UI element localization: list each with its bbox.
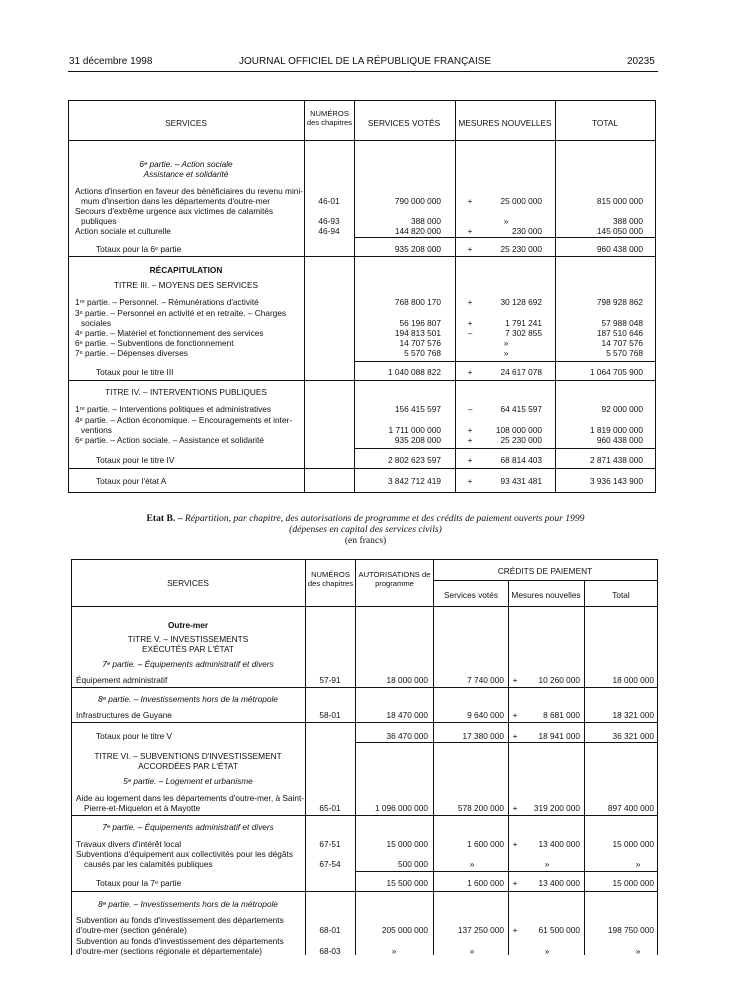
table2-header-credits: CRÉDITS DE PAIEMENT [497,566,593,576]
row-autorisations: 18 000 000 [386,675,428,685]
table1-header-votes: SERVICES VOTÉS [367,118,441,128]
table1-border-left [68,100,69,493]
row-votes: 7 740 000 [467,675,504,685]
totals-sign: + [512,731,518,741]
row-total: 187 510 646 [596,328,643,338]
partie-title: 5ᵉ partie. – Logement et urbanisme [123,776,253,786]
totals-mesures: 13 400 000 [538,878,580,888]
row-chapter: 57-91 [319,675,341,685]
totals-votes: 3 842 712 419 [387,476,441,486]
totals-votes: 2 802 623 597 [387,455,441,465]
table2-header-numeros: NUMÉROS des chapitres [307,570,354,588]
totals-total: 15 000 000 [612,878,654,888]
table2-header-autorisations: AUTORISATIONS de programme [358,570,431,588]
row-total: 5 570 768 [606,348,643,358]
row-chapter: 67-54 [319,859,341,869]
titre3-heading: TITRE III. – MOYENS DES SERVICES [113,280,259,290]
totals-total: 960 438 000 [596,244,643,254]
row-votes: 935 208 000 [394,435,441,445]
row-mesures: 7 302 855 [505,328,542,338]
totals-autorisations: 15 500 000 [386,878,428,888]
partie-title: 8ᵉ partie. – Investissements hors de la métropole [98,694,278,704]
row-autorisations: 18 470 000 [386,710,428,720]
totals-votes: 935 208 000 [394,244,441,254]
row-sign: + [512,675,518,685]
row-mesures: » [503,216,509,226]
partie-title: 7ᵉ partie. – Équipements administratif et divers [102,659,274,669]
totals-rule [354,237,656,238]
row-chapter: 68-01 [319,925,341,935]
row-mesures: 10 260 000 [538,675,580,685]
totals-total: 3 936 143 900 [589,476,643,486]
row-mesures: 108 000 000 [495,425,542,435]
table1-header-total: TOTAL [592,118,618,128]
row-votes: 144 820 000 [394,226,441,236]
row-sign: + [467,425,473,435]
row-total: 815 000 000 [596,196,643,206]
row-votes: 578 200 000 [457,803,504,813]
row-label: Équipement administratif [76,675,168,685]
totals-sign: + [467,244,473,254]
etat-b-title [0,513,731,524]
table1-header-services: SERVICES [165,118,207,128]
row-total: » [635,859,641,869]
row-votes: 5 570 768 [404,348,441,358]
row-mesures: » [544,946,550,956]
row-sign: + [467,318,473,328]
row-mesures: » [544,859,550,869]
row-total: 14 707 576 [601,338,643,348]
row-mesures: » [503,348,509,358]
titre4-heading: TITRE IV. – INTERVENTIONS PUBLIQUES [105,387,267,397]
row-mesures: 61 500 000 [538,925,580,935]
header-journal-title: JOURNAL OFFICIEL DE LA RÉPUBLIQUE FRANÇAISE [239,56,492,67]
row-chapter: 46-94 [318,226,340,236]
row-autorisations: » [391,946,397,956]
row-label: Secours d'extrême urgence aux victimes de calamités [75,206,274,216]
table2-header-mesures: Mesures nouvelles [511,590,581,600]
row-total: 57 988 048 [601,318,643,328]
row-chapter: 46-93 [318,216,340,226]
table2-col-divider [508,580,509,955]
totals-mesures: 93 431 481 [500,476,542,486]
row-label: Action sociale et culturelle [75,226,171,236]
table2-col-divider [433,559,434,955]
totals-label: Totaux pour le titre IV [96,455,175,465]
titre5-heading: EXÉCUTÉS PAR L'ÉTAT [142,644,234,654]
section-title: 6ᵉ partie. – Action sociale [139,159,233,169]
totals-sign: + [467,476,473,486]
table2-border-right [657,559,658,955]
totals-label: Totaux pour le titre V [96,731,173,741]
row-mesures: 25 000 000 [500,196,542,206]
row-sign: + [512,803,518,813]
section-rule [71,722,658,723]
row-mesures: 1 791 241 [505,318,542,328]
table2-credits-rule [433,580,658,581]
row-votes: 9 640 000 [467,710,504,720]
totals-rule [355,871,658,872]
row-label: Actions d'insertion en faveur des bénéficiaires du revenu mini- [75,186,304,196]
row-votes: 1 600 000 [467,839,504,849]
row-label: d'outre-mer (section générale) [76,925,187,935]
row-votes: » [469,859,475,869]
row-label: Subvention au fonds d'investissement des départements [76,936,284,946]
header-rule [68,71,658,72]
partie-title: 7ᵉ partie. – Équipements administratif et divers [102,822,274,832]
row-label: Subventions d'équipement aux collectivités pour les dégâts [76,849,293,859]
row-total: 198 750 000 [607,925,654,935]
row-total: 145 050 000 [596,226,643,236]
row-total: 18 000 000 [612,675,654,685]
section-rule [71,815,658,816]
row-sign: + [467,196,473,206]
row-label: 1ʳᵉ partie. – Personnel. – Rémunérations d'activité [75,297,259,307]
totals-total: 36 321 000 [612,731,654,741]
table2-col-divider [355,559,356,955]
totals-label: Totaux pour la 6ᵉ partie [96,244,182,254]
totals-sign: + [512,878,518,888]
row-label: mum d'insertion dans les départements d'outre-mer [81,196,271,206]
totals-votes: 17 380 000 [462,731,504,741]
totals-total: 2 871 438 000 [589,455,643,465]
row-label: 4ᵉ partie. – Matériel et fonctionnement des services [75,328,264,338]
row-votes: 137 250 000 [457,925,504,935]
section-rule [68,468,656,469]
row-label: 4ᵉ partie. – Action économique. – Encouragements et inter- [75,415,293,425]
row-total: 388 000 [613,216,643,226]
row-sign: + [467,297,473,307]
row-chapter: 65-01 [319,803,341,813]
totals-mesures: 25 230 000 [500,244,542,254]
titre6-heading: TITRE VI. – SUBVENTIONS D'INVESTISSEMENT [94,751,282,761]
table1-border-bottom [68,492,656,493]
row-total: 960 438 000 [596,435,643,445]
row-total: 15 000 000 [612,839,654,849]
row-label: Travaux divers d'intérêt local [76,839,182,849]
table1-col-divider [354,100,355,493]
row-label: 7ᵉ partie. – Dépenses diverses [75,348,188,358]
totals-mesures: 24 617 078 [500,367,542,377]
row-chapter: 67-51 [319,839,341,849]
table2-col-divider [305,559,306,955]
row-label: Subvention au fonds d'investissement des départements [76,915,284,925]
row-label: sociales [81,318,111,328]
table2-header-votes: Services votés [444,590,498,600]
row-label: Aide au logement dans les départements d'outre-mer, à Saint- [76,793,305,803]
row-mesures: 64 415 597 [500,404,542,414]
row-chapter: 46-01 [318,196,340,206]
row-mesures: 8 681 000 [543,710,580,720]
row-total: 798 928 862 [596,297,643,307]
section-rule [71,687,658,688]
row-label: ventions [81,425,112,435]
row-votes: 156 415 597 [394,404,441,414]
totals-rule [354,361,656,362]
row-votes: 194 813 501 [394,328,441,338]
row-sign: + [512,839,518,849]
table1-col-divider [304,100,305,493]
row-chapter: 58-01 [319,710,341,720]
etat-b-subtitle: (dépenses en capital des services civils) [289,524,442,535]
table2-header-services: SERVICES [167,578,209,588]
row-votes: 56 196 807 [399,318,441,328]
totals-label: Totaux pour la 7ᵉ partie [96,878,182,888]
titre5-heading: TITRE V. – INVESTISSEMENTS [127,634,249,644]
row-mesures: 30 128 692 [500,297,542,307]
row-mesures: 25 230 000 [500,435,542,445]
table2-border-left [71,559,72,955]
row-total: 1 819 000 000 [589,425,643,435]
totals-mesures: 68 814 403 [500,455,542,465]
partie-title: 8ᵉ partie. – Investissements hors de la métropole [98,899,278,909]
row-votes: 1 711 000 000 [388,425,441,435]
totals-mesures: 18 941 000 [538,731,580,741]
row-votes: 388 000 [411,216,441,226]
row-label: 1ʳᵉ partie. – Interventions politiques et administratives [75,404,272,414]
titre6-heading: ACCORDÉES PAR L'ÉTAT [138,761,238,771]
row-label: causés par les calamités publiques [84,859,213,869]
row-mesures: 13 400 000 [538,839,580,849]
totals-total: 1 064 705 900 [589,367,643,377]
recap-title: RÉCAPITULATION [149,265,223,275]
row-sign: + [467,226,473,236]
row-autorisations: 1 096 000 000 [374,803,428,813]
table1-col-divider [455,100,456,493]
totals-label: Totaux pour l'état A [96,476,167,486]
totals-rule [354,448,656,449]
row-sign: + [467,435,473,445]
row-autorisations: 15 000 000 [386,839,428,849]
row-total: 92 000 000 [601,404,643,414]
etat-b-description: Répartition, par chapitre, des autorisations de programme et des crédits de paiement ouverts pour 1999 [184,513,585,524]
totals-votes: 1 040 088 822 [387,367,441,377]
table2-border-top [71,559,658,560]
totals-autorisations: 36 470 000 [386,731,428,741]
row-label: d'outre-mer (sections régionale et départementale) [76,946,263,956]
row-label: Pierre-et-Miquelon et à Mayotte [84,803,201,813]
etat-b-units: (en francs) [344,535,387,546]
table1-col-divider [555,100,556,493]
row-sign: + [512,925,518,935]
ministry-title: Outre-mer [167,620,209,630]
header-date: 31 décembre 1998 [69,56,153,67]
row-votes: » [469,946,475,956]
section-rule [68,380,656,381]
table2-header-total: Total [612,590,630,600]
row-autorisations: 500 000 [398,859,428,869]
etat-b-label: Etat B. – [146,513,183,524]
row-autorisations: 205 000 000 [381,925,428,935]
row-votes: 790 000 000 [394,196,441,206]
row-total: » [635,946,641,956]
row-mesures: 319 200 000 [533,803,580,813]
row-label: 6ᵉ partie. – Subventions de fonctionnement [75,338,234,348]
totals-label: Totaux pour le titre III [96,367,174,377]
totals-sign: + [467,455,473,465]
row-label: Infrastructures de Guyane [76,710,172,720]
row-votes: 768 800 170 [394,297,441,307]
table1-header-rule [68,140,656,141]
table1-header-numeros: NUMÉROS des chapitres [306,109,353,127]
totals-sign: + [467,367,473,377]
table1-header-mesures: MESURES NOUVELLES [458,118,552,128]
section-rule [71,891,658,892]
row-chapter: 68-03 [319,946,341,956]
totals-rule [355,742,658,743]
row-label: 6ᵉ partie. – Action sociale. – Assistance et solidarité [75,435,264,445]
table2-col-divider [584,580,585,955]
row-sign: – [467,328,473,338]
row-mesures: 230 000 [512,226,542,236]
row-sign: + [512,710,518,720]
table1-border-top [68,100,656,101]
row-votes: 14 707 576 [399,338,441,348]
row-label: publiques [81,216,117,226]
section-rule [68,256,656,257]
totals-votes: 1 600 000 [467,878,504,888]
table2-header-rule [71,606,658,607]
header-page-number: 20235 [627,56,655,67]
row-sign: – [467,404,473,414]
row-label: 3ᵉ partie. – Personnel en activité et en retraite. – Charges [75,308,287,318]
row-total: 897 400 000 [607,803,654,813]
row-total: 18 321 000 [612,710,654,720]
row-mesures: » [503,338,509,348]
section-subtitle: Assistance et solidarité [143,169,229,179]
table1-border-right [655,100,656,493]
